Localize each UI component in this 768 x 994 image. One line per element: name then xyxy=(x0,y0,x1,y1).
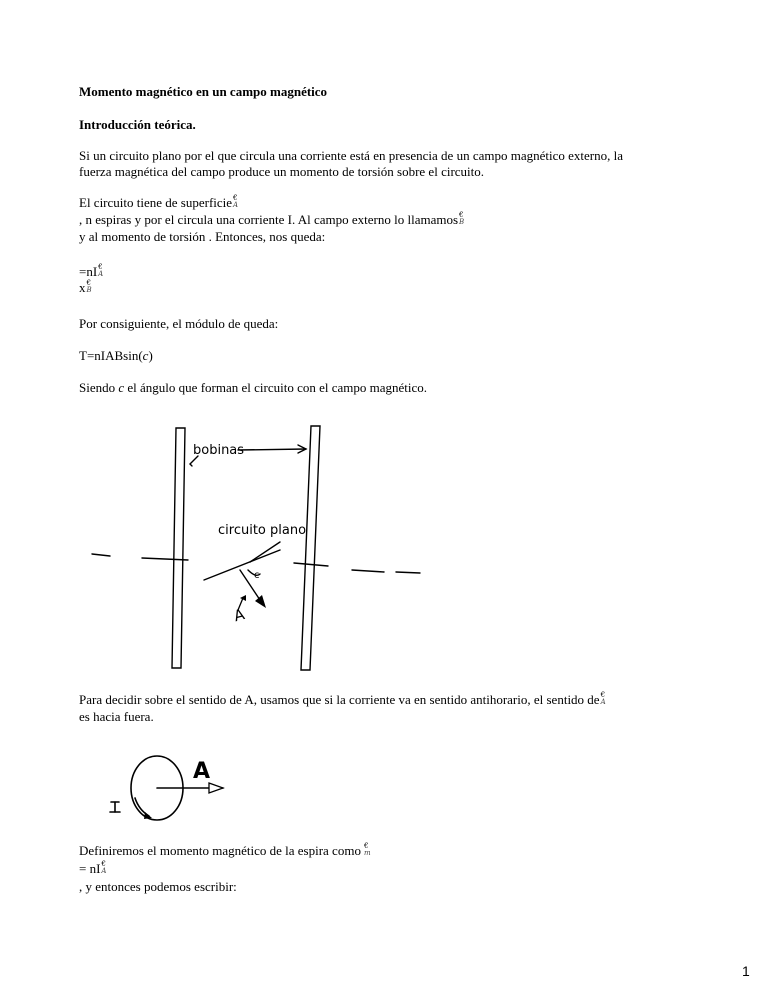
angle-definition xyxy=(79,380,427,396)
vector-a-arrowhead xyxy=(255,595,266,608)
document-title: Momento magnético en un campo magnético xyxy=(79,84,328,99)
axis-right-dash-2 xyxy=(352,570,384,572)
angle-definition-variable: c xyxy=(118,380,125,395)
circuit-line-3: y al momento de torsión . Entonces, nos queda: xyxy=(79,229,326,244)
vector-a-mark xyxy=(101,861,106,875)
moment-line-1 xyxy=(79,843,371,859)
moment-line-1-text: Definiremos el momento magnético de la espira como xyxy=(79,843,361,858)
moment-equation-text: = nI xyxy=(79,861,101,876)
circuit-line-2-text: , n espiras y por el circula una corriente I. Al campo externo lo llamamos xyxy=(79,212,459,227)
equation-1-line-2 xyxy=(79,280,92,296)
vector-arrow-mark: € xyxy=(363,842,369,850)
label-bobinas: bobinas xyxy=(193,443,245,458)
axis-left-dash-2 xyxy=(142,558,188,560)
vector-letter: A xyxy=(233,201,239,209)
vector-letter: A xyxy=(600,698,606,706)
label-current-i: I xyxy=(105,748,106,749)
equation-2 xyxy=(79,348,153,364)
figure-loop xyxy=(105,748,245,828)
figure-coils-circuit xyxy=(80,420,430,680)
vector-letter: A xyxy=(101,867,107,875)
left-coil xyxy=(172,428,185,668)
equation-2-prefix: T=nIABsin( xyxy=(79,348,143,363)
vector-m-mark xyxy=(364,843,371,857)
circuit-line-2 xyxy=(79,212,464,228)
vector-arrow-mark: € xyxy=(600,691,606,699)
equation-1-cross: x xyxy=(79,280,86,295)
equation-2-variable: c xyxy=(142,348,149,363)
vector-a-mark xyxy=(233,195,238,209)
axis-left-dash-1 xyxy=(92,554,110,556)
bobinas-arrow-line xyxy=(238,449,306,450)
moment-line-2 xyxy=(79,861,106,877)
vector-arrow-mark: € xyxy=(86,279,91,287)
right-coil xyxy=(301,426,320,670)
consequence-text: Por consiguiente, el módulo de queda: xyxy=(79,316,279,331)
vector-arrow-mark: € xyxy=(233,194,238,202)
loop-direction-arrowhead xyxy=(144,812,152,819)
circuit-line-1 xyxy=(79,195,238,211)
direction-line-2: es hacia fuera. xyxy=(79,709,154,724)
vector-letter: A xyxy=(98,270,104,278)
circuit-line-1-text: El circuito tiene de superficie xyxy=(79,195,233,210)
vector-arrow-mark: € xyxy=(459,211,464,219)
intro-line-2: fuerza magnética del campo produce un momento de torsión sobre el circuito. xyxy=(79,164,485,179)
direction-line-1 xyxy=(79,692,606,708)
direction-line-1-text: Para decidir sobre el sentido de A, usamos que si la corriente va en sentido antihorario, el sentido de xyxy=(79,692,600,707)
label-vector-a-loop: A xyxy=(193,759,211,784)
label-circuit-plano: circuito plano xyxy=(218,523,307,538)
vector-arrow-mark: € xyxy=(98,263,103,271)
equation-2-suffix: ) xyxy=(148,348,153,363)
axis-right-dash-1 xyxy=(294,563,328,566)
label-vector-a: A xyxy=(231,605,247,626)
vector-letter: m xyxy=(363,849,371,857)
small-arrowhead xyxy=(240,595,246,601)
label-angle-c: c xyxy=(254,570,260,581)
area-vector-arrowhead xyxy=(209,783,223,793)
equation-1-text: =nI xyxy=(79,264,98,279)
vector-arrow-mark: € xyxy=(101,860,106,868)
moment-line-3: , y entonces podemos escribir: xyxy=(79,879,237,894)
axis-right-dash-3 xyxy=(396,572,420,573)
vector-a-mark xyxy=(98,264,103,278)
vector-letter: B xyxy=(459,218,465,226)
angle-definition-suffix: el ángulo que forman el circuito con el campo magnético. xyxy=(124,380,428,395)
section-heading: Introducción teórica. xyxy=(79,117,196,132)
circuit-plane-line xyxy=(204,550,280,580)
vector-letter: B xyxy=(86,286,92,294)
angle-definition-prefix: Siendo xyxy=(79,380,119,395)
equation-1-line-1 xyxy=(79,264,103,280)
intro-line-1: Si un circuito plano por el que circula una corriente está en presencia de un campo magnético externo, la xyxy=(79,148,623,163)
vector-b-mark xyxy=(459,212,464,226)
vector-a-mark xyxy=(601,692,606,706)
page-number: 1 xyxy=(742,963,750,979)
vector-b-mark xyxy=(87,280,92,294)
